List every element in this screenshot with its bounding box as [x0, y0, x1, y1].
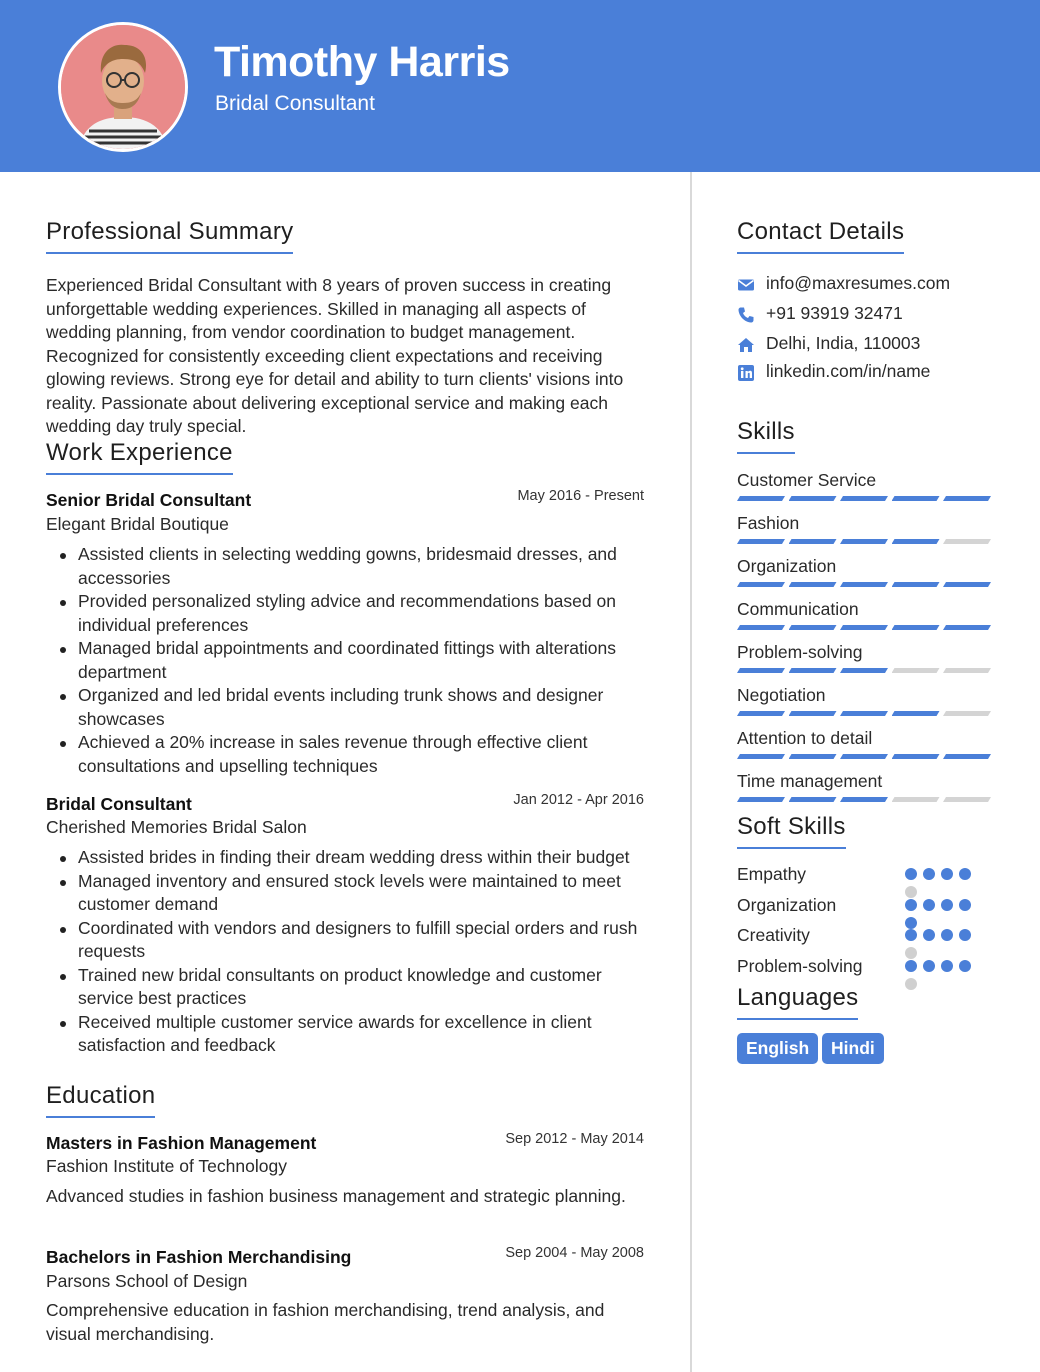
contact-text: info@maxresumes.com — [766, 273, 951, 293]
home-icon — [737, 336, 755, 354]
phone-icon — [737, 306, 755, 324]
rating-dot — [959, 868, 971, 880]
skill-label: Communication — [737, 599, 859, 619]
contact-email — [737, 273, 1017, 297]
job-date: Jan 2012 - Apr 2016 — [513, 792, 644, 808]
summary-heading: Professional Summary — [46, 218, 293, 254]
soft-skill-row — [737, 925, 997, 949]
skill-level-segment — [789, 797, 837, 802]
skill-level-segment — [789, 711, 837, 716]
skill-level-segment — [943, 711, 991, 716]
job-header — [46, 794, 644, 816]
list-item: Trained new bridal consultants on product knowledge and customer service best practices — [46, 964, 646, 1011]
skill-row — [737, 728, 995, 768]
skill-level-segment — [789, 668, 837, 673]
school-name: Parsons School of Design — [46, 1271, 248, 1291]
soft-skill-label: Empathy — [737, 864, 807, 884]
list-item: Managed bridal appointments and coordinated fittings with alterations department — [46, 637, 646, 684]
skill-level-segment — [789, 625, 837, 630]
soft-skill-rating — [905, 868, 979, 898]
education-header — [46, 1133, 644, 1155]
skill-level-segment — [737, 668, 785, 673]
skills-heading: Skills — [737, 418, 795, 454]
linkedin-icon — [737, 364, 755, 382]
skill-level-segment — [840, 797, 888, 802]
skill-level-bar — [737, 625, 995, 630]
contact-address — [737, 333, 1017, 357]
skill-level-bar — [737, 496, 995, 501]
skill-level-bar — [737, 582, 995, 587]
education-desc: Advanced studies in fashion business management and strategic planning. — [46, 1186, 626, 1206]
rating-dot — [923, 899, 935, 911]
skill-level-segment — [840, 754, 888, 759]
job-title: Senior Bridal Consultant — [46, 490, 252, 510]
contact-heading: Contact Details — [737, 218, 904, 254]
skill-row — [737, 470, 995, 510]
list-item: Achieved a 20% increase in sales revenue through effective client consultations and upselling techniques — [46, 731, 646, 778]
degree-title: Masters in Fashion Management — [46, 1133, 317, 1153]
rating-dot — [923, 960, 935, 972]
soft-skill-label: Creativity — [737, 925, 810, 945]
education-date: Sep 2012 - May 2014 — [505, 1131, 644, 1147]
job-header — [46, 490, 644, 512]
skill-level-segment — [840, 668, 888, 673]
rating-dot — [923, 868, 935, 880]
skill-level-segment — [789, 539, 837, 544]
skill-level-segment — [943, 797, 991, 802]
skill-level-bar — [737, 711, 995, 716]
skill-level-segment — [840, 711, 888, 716]
rating-dot — [941, 899, 953, 911]
skill-row — [737, 685, 995, 725]
skill-level-segment — [737, 797, 785, 802]
list-item: Coordinated with vendors and designers to fulfill special orders and rush requests — [46, 917, 646, 964]
skill-level-bar — [737, 668, 995, 673]
skill-label: Customer Service — [737, 470, 877, 490]
skill-level-bar — [737, 797, 995, 802]
skill-label: Fashion — [737, 513, 800, 533]
skill-level-segment — [840, 496, 888, 501]
skill-level-segment — [737, 711, 785, 716]
job-company: Cherished Memories Bridal Salon — [46, 817, 307, 837]
soft-skill-row — [737, 864, 997, 888]
skill-level-segment — [737, 496, 785, 501]
soft-skill-rating — [905, 960, 979, 990]
rating-dot — [959, 960, 971, 972]
education-desc: Comprehensive education in fashion merchandising, trend analysis, and visual merchandising. — [46, 1300, 605, 1344]
skill-level-segment — [943, 668, 991, 673]
skill-level-segment — [737, 754, 785, 759]
education-date: Sep 2004 - May 2008 — [505, 1245, 644, 1261]
header-banner — [0, 0, 1040, 172]
skill-level-segment — [789, 754, 837, 759]
skill-label: Negotiation — [737, 685, 826, 705]
skill-level-segment — [943, 625, 991, 630]
soft-skills-heading: Soft Skills — [737, 813, 846, 849]
rating-dot — [959, 899, 971, 911]
skill-level-segment — [840, 582, 888, 587]
avatar — [58, 22, 188, 152]
list-item: Managed inventory and ensured stock levels were maintained to meet customer demand — [46, 870, 646, 917]
soft-skill-label: Problem-solving — [737, 955, 863, 976]
skill-level-segment — [892, 625, 940, 630]
rating-dot — [905, 929, 917, 941]
skill-label: Organization — [737, 556, 837, 576]
skill-level-segment — [737, 539, 785, 544]
contact-phone — [737, 303, 1017, 327]
list-item: Assisted clients in selecting wedding gowns, bridesmaid dresses, and accessories — [46, 543, 646, 590]
job-date: May 2016 - Present — [517, 488, 644, 504]
education-header — [46, 1247, 644, 1269]
job-company: Elegant Bridal Boutique — [46, 514, 229, 534]
skill-level-segment — [892, 754, 940, 759]
rating-dot — [905, 899, 917, 911]
language-tag-english: English — [737, 1033, 818, 1064]
list-item: Assisted brides in finding their dream wedding dress within their budget — [46, 846, 646, 870]
contact-linkedin — [737, 361, 1017, 385]
job-bullets — [46, 543, 646, 778]
rating-dot — [905, 868, 917, 880]
soft-skill-row — [737, 956, 997, 980]
skill-level-segment — [737, 582, 785, 587]
school-name: Fashion Institute of Technology — [46, 1156, 287, 1176]
skill-label: Time management — [737, 771, 883, 791]
skill-level-segment — [789, 496, 837, 501]
skill-label: Attention to detail — [737, 728, 873, 748]
soft-skill-rating — [905, 929, 979, 959]
degree-title: Bachelors in Fashion Merchandising — [46, 1247, 352, 1267]
language-tag-hindi: Hindi — [822, 1033, 884, 1064]
skill-level-segment — [943, 496, 991, 501]
rating-dot — [923, 929, 935, 941]
rating-dot — [941, 960, 953, 972]
skill-level-segment — [943, 582, 991, 587]
skill-row — [737, 642, 995, 682]
languages-heading: Languages — [737, 984, 858, 1020]
profile-photo-icon — [61, 25, 185, 149]
list-item: Provided personalized styling advice and recommendations based on individual preferences — [46, 590, 646, 637]
contact-text: +91 93919 32471 — [766, 303, 903, 323]
contact-text: linkedin.com/in/name — [766, 361, 931, 381]
soft-skill-row — [737, 895, 997, 919]
skill-row — [737, 771, 995, 811]
summary-text: Experienced Bridal Consultant with 8 years of proven success in creating unforgettable wedding experiences. Skilled in managing all aspects of wedding planning, from vendor coordination to budget management. Recognized for consistently exceeding client expectations and receiving glowing reviews. Strong eye for detail and ability to turn clients' visions into reality. Passionate about delivering exceptional service and making each wedding day truly special. — [46, 275, 624, 436]
skill-level-segment — [892, 496, 940, 501]
skill-level-segment — [892, 797, 940, 802]
list-item: Received multiple customer service awards for excellence in client satisfaction and feedback — [46, 1011, 646, 1058]
education-heading: Education — [46, 1082, 155, 1118]
skill-row — [737, 556, 995, 596]
job-title: Bridal Consultant — [46, 794, 192, 814]
skill-level-segment — [840, 539, 888, 544]
skill-level-segment — [892, 539, 940, 544]
skill-level-segment — [943, 754, 991, 759]
skill-level-segment — [943, 539, 991, 544]
skill-label: Problem-solving — [737, 642, 863, 662]
job-bullets — [46, 846, 646, 1058]
candidate-role: Bridal Consultant — [215, 92, 375, 115]
skill-level-segment — [892, 668, 940, 673]
skill-level-bar — [737, 539, 995, 544]
soft-skill-rating — [905, 899, 979, 929]
rating-dot — [959, 929, 971, 941]
soft-skill-label: Organization — [737, 894, 837, 915]
skill-row — [737, 599, 995, 639]
list-item: Organized and led bridal events including trunk shows and designer showcases — [46, 684, 646, 731]
contact-text: Delhi, India, 110003 — [766, 333, 921, 353]
skill-row — [737, 513, 995, 553]
rating-dot — [905, 978, 917, 990]
rating-dot — [905, 960, 917, 972]
rating-dot — [941, 929, 953, 941]
skill-level-segment — [892, 582, 940, 587]
skill-level-segment — [840, 625, 888, 630]
work-heading: Work Experience — [46, 439, 233, 475]
skill-level-segment — [789, 582, 837, 587]
skill-level-bar — [737, 754, 995, 759]
candidate-name: Timothy Harris — [214, 38, 510, 86]
mail-icon — [737, 276, 755, 294]
skill-level-segment — [737, 625, 785, 630]
skill-level-segment — [892, 711, 940, 716]
column-divider — [690, 172, 692, 1372]
rating-dot — [941, 868, 953, 880]
